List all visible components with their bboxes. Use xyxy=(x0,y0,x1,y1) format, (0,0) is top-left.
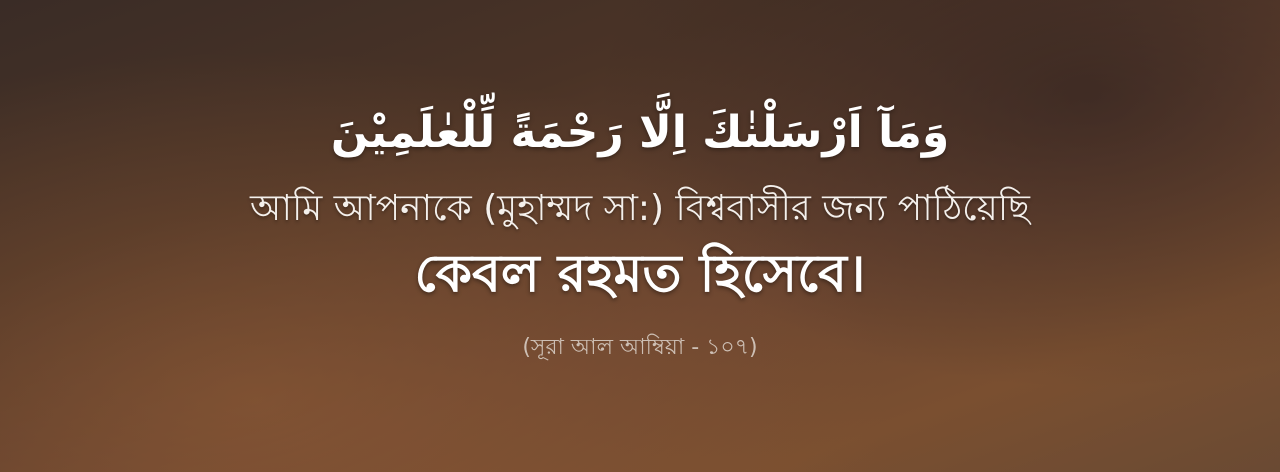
verse-reference: (সূরা আল আম্বিয়া - ১০৭) xyxy=(522,335,758,360)
arabic-verse: وَمَآ اَرْسَلْنٰكَ اِلَّا رَحْمَةً لِّلْعٰلَمِيْنَ xyxy=(330,107,950,158)
translation-line-1: আমি আপনাকে (মুহাম্মদ সা:) বিশ্ববাসীর জন্য পাঠিয়েছি xyxy=(250,188,1030,229)
translation-line-2: কেবল রহমত হিসেবে। xyxy=(414,244,866,304)
